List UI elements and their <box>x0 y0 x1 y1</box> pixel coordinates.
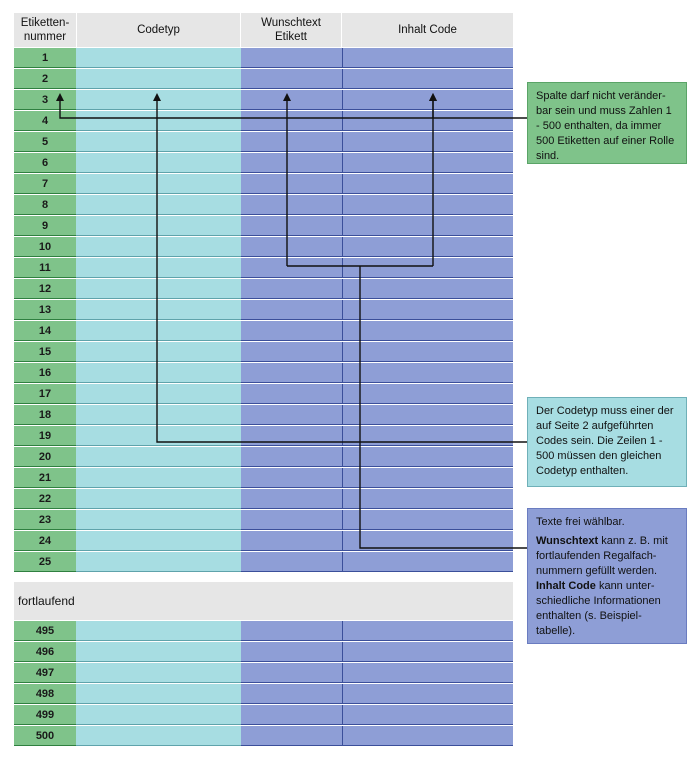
etikettennummer-cell: 497 <box>14 663 76 683</box>
note-wunschtext-bold: Wunschtext <box>536 535 599 547</box>
arrow-nummer <box>60 97 527 118</box>
etikettennummer-cell: 16 <box>14 363 76 383</box>
etikettennummer-cell: 25 <box>14 552 76 572</box>
header-etikettennummer-label: Etiketten- nummer <box>20 17 70 43</box>
etikettennummer-cell: 23 <box>14 510 76 530</box>
note-codetyp-text: Der Codetyp muss einer der auf Seite 2 aufgeführten Codes sein. Die Zeilen 1 - 500 müssen den gleichen Codetyp enthalten. <box>536 405 674 477</box>
etikettennummer-cell: 11 <box>14 258 76 278</box>
note-texte-title: Texte frei wählbar. <box>536 516 625 528</box>
note-inhalt <box>536 579 678 639</box>
etikettennummer-cell: 14 <box>14 321 76 341</box>
note-etikettennummer <box>527 82 687 164</box>
etikettennummer-cell: 496 <box>14 642 76 662</box>
header-codetyp-label: Codetyp <box>137 24 180 36</box>
etikettennummer-cell: 18 <box>14 405 76 425</box>
etikettennummer-cell: 3 <box>14 90 76 110</box>
note-texte <box>527 508 687 644</box>
arrow-codetyp <box>157 97 527 442</box>
note-wunschtext-rest: kann z. B. mit fortlaufenden Regalfach-nummern gefüllt werden. <box>536 535 668 577</box>
etikettennummer-cell: 15 <box>14 342 76 362</box>
connector-texte <box>360 266 527 548</box>
etikettennummer-cell: 495 <box>14 621 76 641</box>
fortlaufend-label: fortlaufend <box>18 594 75 608</box>
etikettennummer-cell: 6 <box>14 153 76 173</box>
etikettennummer-cell: 8 <box>14 195 76 215</box>
etikettennummer-cell: 2 <box>14 69 76 89</box>
etikettennummer-cell: 9 <box>14 216 76 236</box>
etikettennummer-cell: 21 <box>14 468 76 488</box>
etikettennummer-cell: 22 <box>14 489 76 509</box>
header-wunschtext-label: Wunschtext Etikett <box>261 17 321 43</box>
etikettennummer-cell: 24 <box>14 531 76 551</box>
note-wunschtext <box>536 534 678 579</box>
etikettennummer-cell: 12 <box>14 279 76 299</box>
note-codetyp <box>527 397 687 487</box>
etikettennummer-cell: 500 <box>14 726 76 746</box>
etikettennummer-cell: 10 <box>14 237 76 257</box>
note-inhalt-bold: Inhalt Code <box>536 580 596 592</box>
note-inhalt-rest: kann unter-schiedliche Informationen enthalten (s. Beispiel-tabelle). <box>536 580 661 637</box>
etikettennummer-cell: 19 <box>14 426 76 446</box>
etikettennummer-cell: 20 <box>14 447 76 467</box>
etikettennummer-cell: 4 <box>14 111 76 131</box>
etikettennummer-cell: 7 <box>14 174 76 194</box>
etikettennummer-cell: 5 <box>14 132 76 152</box>
etikettennummer-cell: 498 <box>14 684 76 704</box>
etikettennummer-cell: 499 <box>14 705 76 725</box>
etikettennummer-cell: 17 <box>14 384 76 404</box>
etikettennummer-cell: 1 <box>14 48 76 68</box>
note-etikettennummer-text: Spalte darf nicht veränder-bar sein und muss Zahlen 1 - 500 enthalten, da immer 500 Etiketten auf einer Rolle sind. <box>536 90 675 162</box>
header-inhalt-code-label: Inhalt Code <box>398 24 457 36</box>
etikettennummer-cell: 13 <box>14 300 76 320</box>
